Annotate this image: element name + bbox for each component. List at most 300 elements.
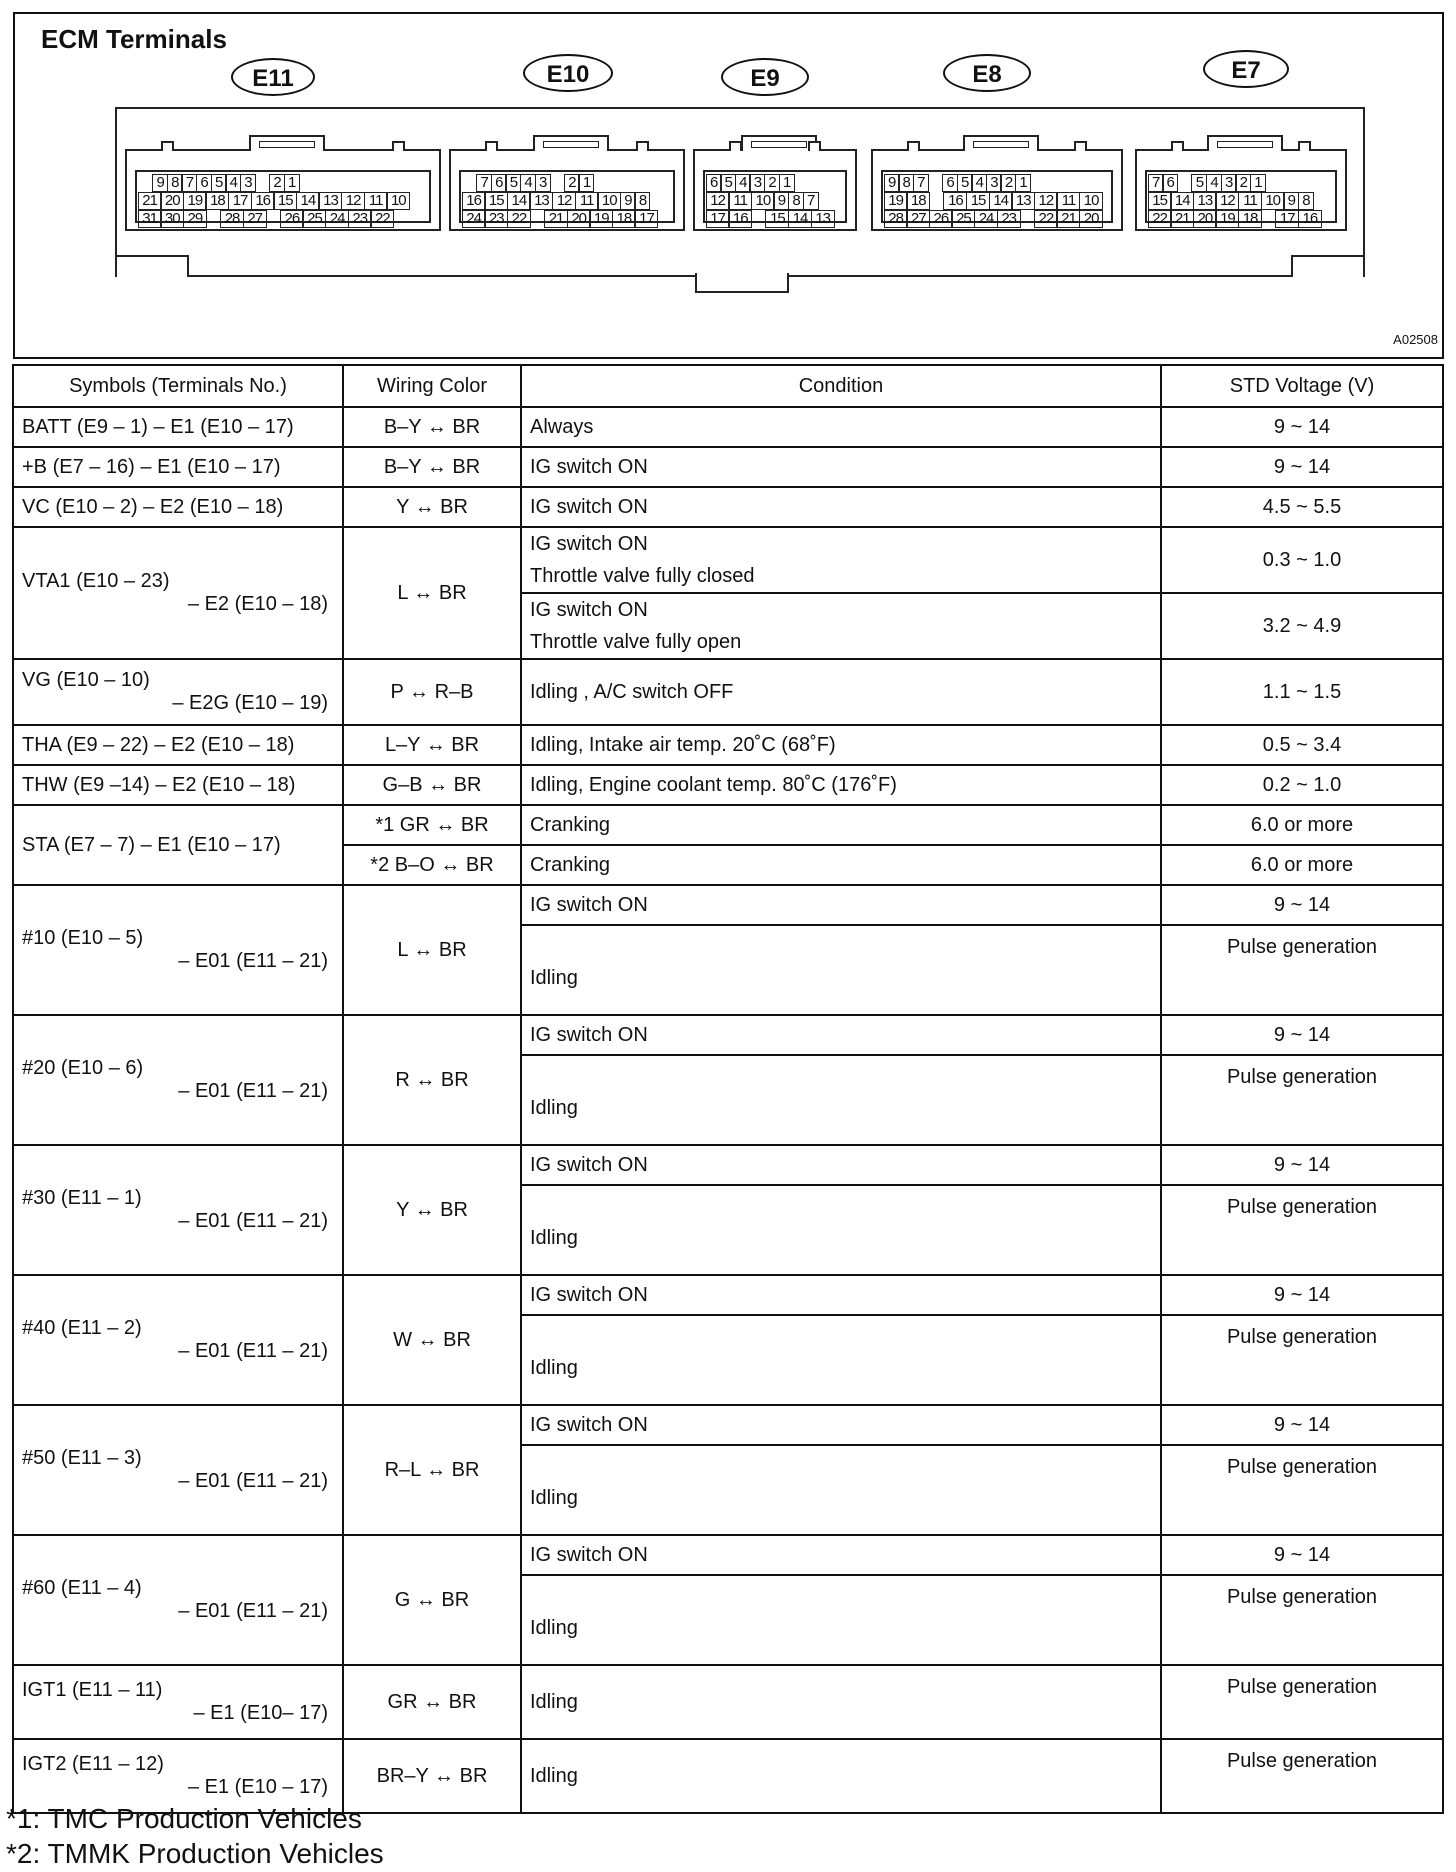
pin-e8-9: 9 — [884, 174, 900, 192]
pin-e11-27: 27 — [243, 210, 267, 228]
pin-e9-2: 2 — [764, 174, 780, 192]
condition-cell: Idling — [521, 1055, 1161, 1145]
voltage-cell: 0.3 ~ 1.0 — [1161, 527, 1443, 593]
voltage-cell: 6.0 or more — [1161, 805, 1443, 845]
pin-e10-23: 23 — [484, 210, 508, 228]
pin-row — [885, 192, 1103, 210]
symbol-line-2: – E2G (E10 – 19) — [172, 692, 328, 714]
pin-e11-7: 7 — [181, 174, 197, 192]
connector-ear — [729, 141, 742, 151]
table-row — [13, 765, 1443, 805]
pin-e7-19: 19 — [1215, 210, 1239, 228]
connector-frame — [449, 149, 685, 231]
pin-e11-1: 1 — [284, 174, 300, 192]
pin-e11-31: 31 — [138, 210, 162, 228]
voltage-cell: 9 ~ 14 — [1161, 885, 1443, 925]
table-row — [13, 407, 1443, 447]
pin-e10-1: 1 — [578, 174, 594, 192]
pin-e7-9: 9 — [1283, 192, 1299, 210]
wiring-cell: *1 GR ↔ BR — [343, 805, 521, 845]
pin-e10-17: 17 — [634, 210, 658, 228]
table-row — [13, 1015, 1443, 1055]
connector-key — [1207, 135, 1283, 151]
voltage-cell: Pulse generation — [1161, 1575, 1443, 1665]
wiring-cell: *2 B–O ↔ BR — [343, 845, 521, 885]
condition-cell: Always — [521, 407, 1161, 447]
pin-empty — [205, 210, 221, 228]
wiring-cell: L ↔ BR — [343, 885, 521, 1015]
pin-e7-8: 8 — [1298, 192, 1314, 210]
pin-e11-12: 12 — [341, 192, 365, 210]
pin-e9-9: 9 — [773, 192, 789, 210]
table-row — [13, 1405, 1443, 1445]
pin-e7-20: 20 — [1193, 210, 1217, 228]
pin-row — [1149, 174, 1266, 192]
housing-lock-bump — [695, 273, 789, 293]
pin-e10-14: 14 — [507, 192, 531, 210]
pin-e7-5: 5 — [1191, 174, 1207, 192]
pin-row — [1149, 192, 1314, 210]
pin-e8-13: 13 — [1011, 192, 1035, 210]
pin-e10-21: 21 — [544, 210, 568, 228]
pin-e10-8: 8 — [634, 192, 650, 210]
symbol-cell: BATT (E9 – 1) – E1 (E10 – 17) — [13, 407, 343, 447]
connector-ear — [161, 141, 174, 151]
pin-e7-17: 17 — [1275, 210, 1299, 228]
pin-empty — [462, 174, 478, 192]
table-row — [13, 487, 1443, 527]
connector-pin-block — [703, 170, 847, 227]
pin-empty — [1261, 210, 1277, 228]
connector-pin-block — [1145, 170, 1337, 227]
pin-e10-11: 11 — [575, 192, 599, 210]
condition-cell: IG switch ON — [521, 1535, 1161, 1575]
pin-e11-23: 23 — [348, 210, 372, 228]
pin-e9-14: 14 — [788, 210, 812, 228]
pin-e10-19: 19 — [589, 210, 613, 228]
table-row — [13, 1665, 1443, 1739]
symbol-line-1: IGT1 (E11 – 11) — [22, 1679, 163, 1701]
symbol-line-1: VTA1 (E10 – 23) — [22, 570, 170, 592]
housing-tab-right — [1291, 255, 1365, 277]
pin-e11-9: 9 — [152, 174, 168, 192]
pin-e8-5: 5 — [957, 174, 973, 192]
pin-e8-12: 12 — [1034, 192, 1058, 210]
footnote-1: *1: TMC Production Vehicles — [6, 1803, 362, 1834]
pin-e7-6: 6 — [1162, 174, 1178, 192]
symbol-line-2: – E1 (E10– 17) — [193, 1702, 328, 1724]
symbol-line-2: – E01 (E11 – 21) — [178, 1470, 328, 1492]
wiring-cell: GR ↔ BR — [343, 1665, 521, 1739]
pin-e7-15: 15 — [1148, 192, 1172, 210]
symbol-cell: THW (E9 –14) – E2 (E10 – 18) — [13, 765, 343, 805]
pin-e11-3: 3 — [240, 174, 256, 192]
pin-e10-12: 12 — [552, 192, 576, 210]
pin-row — [463, 174, 594, 192]
symbol-line-2: – E01 (E11 – 21) — [178, 1600, 328, 1622]
wiring-cell: R ↔ BR — [343, 1015, 521, 1145]
terminal-spec-table — [12, 364, 1444, 1814]
pin-e8-14: 14 — [989, 192, 1013, 210]
symbol-cell — [13, 1405, 343, 1535]
pin-e11-19: 19 — [183, 192, 207, 210]
pin-e8-1: 1 — [1015, 174, 1031, 192]
condition-cell: Idling, Engine coolant temp. 80˚C (176˚F) — [521, 765, 1161, 805]
voltage-cell: 9 ~ 14 — [1161, 1145, 1443, 1185]
pin-e9-6: 6 — [706, 174, 722, 192]
pin-empty — [1177, 174, 1193, 192]
symbol-cell: THA (E9 – 22) – E2 (E10 – 18) — [13, 725, 343, 765]
symbol-cell — [13, 1665, 343, 1739]
pin-e11-11: 11 — [364, 192, 388, 210]
pin-row — [463, 192, 650, 210]
table-row — [13, 1275, 1443, 1315]
connector-ear — [808, 141, 821, 151]
pin-e10-20: 20 — [567, 210, 591, 228]
connector-pin-block — [881, 170, 1113, 227]
connector-label-e9: E9 — [721, 58, 809, 96]
pin-e7-22: 22 — [1148, 210, 1172, 228]
pin-row — [139, 174, 314, 192]
connector-pin-block — [459, 170, 675, 227]
condition-cell: IG switch ON — [521, 1275, 1161, 1315]
pin-e9-4: 4 — [735, 174, 751, 192]
voltage-cell: 9 ~ 14 — [1161, 1405, 1443, 1445]
voltage-cell: Pulse generation — [1161, 1739, 1443, 1813]
pin-e7-2: 2 — [1235, 174, 1251, 192]
condition-line-2: Throttle valve fully closed — [530, 565, 755, 587]
condition-cell: Idling , A/C switch OFF — [521, 659, 1161, 725]
pin-e11-24: 24 — [325, 210, 349, 228]
symbol-line-1: #30 (E11 – 1) — [22, 1187, 142, 1209]
pin-e9-17: 17 — [706, 210, 730, 228]
pin-e7-4: 4 — [1206, 174, 1222, 192]
wiring-cell: B–Y ↔ BR — [343, 447, 521, 487]
pin-empty — [751, 210, 767, 228]
condition-cell: Idling — [521, 1445, 1161, 1535]
pin-e11-18: 18 — [205, 192, 229, 210]
pin-e10-4: 4 — [520, 174, 536, 192]
connector-key — [741, 135, 817, 151]
pin-e8-25: 25 — [951, 210, 975, 228]
header-wiring-color: Wiring Color — [343, 365, 521, 407]
pin-e11-30: 30 — [160, 210, 184, 228]
connector-label-e11: E11 — [231, 58, 315, 96]
voltage-cell: 0.2 ~ 1.0 — [1161, 765, 1443, 805]
condition-cell: IG switch ON — [521, 1405, 1161, 1445]
table-row — [13, 885, 1443, 925]
pin-e8-22: 22 — [1034, 210, 1058, 228]
pin-empty — [1019, 210, 1035, 228]
pin-row — [885, 210, 1103, 228]
pin-e11-8: 8 — [167, 174, 183, 192]
symbol-cell — [13, 1275, 343, 1405]
connector-frame — [871, 149, 1123, 231]
pin-e8-2: 2 — [1000, 174, 1016, 192]
condition-cell — [521, 527, 1161, 593]
pin-e10-7: 7 — [476, 174, 492, 192]
pin-e10-24: 24 — [462, 210, 486, 228]
pin-e7-10: 10 — [1261, 192, 1285, 210]
pin-e11-13: 13 — [318, 192, 342, 210]
housing-tab-left — [115, 255, 189, 277]
pin-e10-3: 3 — [535, 174, 551, 192]
connector-ear — [907, 141, 920, 151]
condition-line-1: IG switch ON — [530, 533, 648, 555]
symbol-line-2: – E01 (E11 – 21) — [178, 950, 328, 972]
pin-e11-25: 25 — [302, 210, 326, 228]
pin-e8-6: 6 — [942, 174, 958, 192]
pin-e11-21: 21 — [138, 192, 162, 210]
pin-empty — [927, 174, 943, 192]
pin-e9-11: 11 — [728, 192, 752, 210]
connector-frame — [693, 149, 857, 231]
table-row — [13, 1535, 1443, 1575]
voltage-cell: Pulse generation — [1161, 1665, 1443, 1739]
connector-pin-block — [135, 170, 431, 227]
voltage-cell: Pulse generation — [1161, 1315, 1443, 1405]
pin-row — [463, 210, 658, 228]
pin-e7-11: 11 — [1238, 192, 1262, 210]
voltage-cell: 9 ~ 14 — [1161, 1015, 1443, 1055]
table-row — [13, 447, 1443, 487]
voltage-cell: 9 ~ 14 — [1161, 407, 1443, 447]
pin-e8-16: 16 — [943, 192, 967, 210]
footnote-2: *2: TMMK Production Vehicles — [6, 1838, 384, 1869]
pin-e7-16: 16 — [1298, 210, 1322, 228]
voltage-cell: 9 ~ 14 — [1161, 1275, 1443, 1315]
voltage-cell: 0.5 ~ 3.4 — [1161, 725, 1443, 765]
condition-cell: IG switch ON — [521, 487, 1161, 527]
connector-label-e8: E8 — [943, 54, 1031, 92]
pin-e11-4: 4 — [225, 174, 241, 192]
table-row — [13, 725, 1443, 765]
condition-cell: Cranking — [521, 845, 1161, 885]
pin-e8-28: 28 — [884, 210, 908, 228]
pin-e7-12: 12 — [1215, 192, 1239, 210]
pin-e11-20: 20 — [160, 192, 184, 210]
pin-e11-16: 16 — [251, 192, 275, 210]
table-header-row — [13, 365, 1443, 407]
pin-e9-15: 15 — [765, 210, 789, 228]
pin-e11-14: 14 — [296, 192, 320, 210]
pin-e8-27: 27 — [906, 210, 930, 228]
pin-e7-7: 7 — [1148, 174, 1164, 192]
symbol-cell: STA (E7 – 7) – E1 (E10 – 17) — [13, 805, 343, 885]
pin-e8-4: 4 — [971, 174, 987, 192]
condition-cell: Idling — [521, 1185, 1161, 1275]
condition-cell: Idling — [521, 1665, 1161, 1739]
pin-e10-6: 6 — [491, 174, 507, 192]
pin-e11-2: 2 — [269, 174, 285, 192]
pin-e10-5: 5 — [505, 174, 521, 192]
symbol-cell — [13, 527, 343, 659]
pin-e11-29: 29 — [183, 210, 207, 228]
voltage-cell: 4.5 ~ 5.5 — [1161, 487, 1443, 527]
condition-cell: Idling — [521, 1315, 1161, 1405]
pin-e10-22: 22 — [507, 210, 531, 228]
pin-row — [139, 192, 410, 210]
symbol-line-2: – E01 (E11 – 21) — [178, 1340, 328, 1362]
connector-frame — [1135, 149, 1347, 231]
condition-cell: Idling, Intake air temp. 20˚C (68˚F) — [521, 725, 1161, 765]
pin-e8-8: 8 — [898, 174, 914, 192]
pin-row — [885, 174, 1031, 192]
pin-e8-20: 20 — [1079, 210, 1103, 228]
condition-cell: Idling — [521, 1739, 1161, 1813]
pin-e8-23: 23 — [997, 210, 1021, 228]
pin-e10-9: 9 — [620, 192, 636, 210]
condition-cell: IG switch ON — [521, 447, 1161, 487]
pin-empty — [298, 174, 314, 192]
wiring-cell: G ↔ BR — [343, 1535, 521, 1665]
pin-e7-13: 13 — [1193, 192, 1217, 210]
pin-e8-7: 7 — [913, 174, 929, 192]
voltage-cell: 3.2 ~ 4.9 — [1161, 593, 1443, 659]
pin-empty — [254, 174, 270, 192]
pin-e10-15: 15 — [484, 192, 508, 210]
connector-ear — [1171, 141, 1184, 151]
pin-e7-1: 1 — [1250, 174, 1266, 192]
pin-empty — [138, 174, 154, 192]
wiring-cell: G–B ↔ BR — [343, 765, 521, 805]
symbol-line-2: – E01 (E11 – 21) — [178, 1080, 328, 1102]
table-row — [13, 805, 1443, 845]
voltage-cell: 6.0 or more — [1161, 845, 1443, 885]
wiring-cell: B–Y ↔ BR — [343, 407, 521, 447]
condition-line-2: Throttle valve fully open — [530, 631, 742, 653]
symbol-line-2: – E2 (E10 – 18) — [187, 593, 328, 615]
condition-cell: Idling — [521, 1575, 1161, 1665]
voltage-cell: Pulse generation — [1161, 1055, 1443, 1145]
connector-ear — [636, 141, 649, 151]
connector-ear — [485, 141, 498, 151]
voltage-cell: 1.1 ~ 1.5 — [1161, 659, 1443, 725]
pin-e8-11: 11 — [1056, 192, 1080, 210]
pin-e8-3: 3 — [986, 174, 1002, 192]
pin-e11-10: 10 — [386, 192, 410, 210]
pin-e8-15: 15 — [966, 192, 990, 210]
symbol-cell — [13, 1015, 343, 1145]
pin-empty — [549, 174, 565, 192]
wiring-cell: R–L ↔ BR — [343, 1405, 521, 1535]
pin-e10-10: 10 — [597, 192, 621, 210]
symbol-line-1: #20 (E10 – 6) — [22, 1057, 144, 1079]
pin-e7-21: 21 — [1170, 210, 1194, 228]
symbol-cell — [13, 1145, 343, 1275]
diagram-code: A02508 — [1393, 332, 1438, 347]
wiring-cell: W ↔ BR — [343, 1275, 521, 1405]
pin-e11-5: 5 — [211, 174, 227, 192]
wiring-cell: BR–Y ↔ BR — [343, 1739, 521, 1813]
table-row — [13, 527, 1443, 593]
header-condition: Condition — [521, 365, 1161, 407]
symbol-cell — [13, 1535, 343, 1665]
condition-cell: IG switch ON — [521, 1145, 1161, 1185]
pin-row — [139, 210, 394, 228]
pin-e11-17: 17 — [228, 192, 252, 210]
symbol-line-2: – E01 (E11 – 21) — [178, 1210, 328, 1232]
voltage-cell: Pulse generation — [1161, 925, 1443, 1015]
table-row — [13, 659, 1443, 725]
pin-e9-8: 8 — [788, 192, 804, 210]
connector-ear — [1074, 141, 1087, 151]
pin-e10-2: 2 — [564, 174, 580, 192]
pin-e9-5: 5 — [720, 174, 736, 192]
pin-e8-21: 21 — [1056, 210, 1080, 228]
voltage-cell: 9 ~ 14 — [1161, 1535, 1443, 1575]
symbol-cell — [13, 885, 343, 1015]
pin-e7-18: 18 — [1238, 210, 1262, 228]
condition-cell: Cranking — [521, 805, 1161, 845]
pin-e9-13: 13 — [811, 210, 835, 228]
voltage-cell: Pulse generation — [1161, 1445, 1443, 1535]
connector-key — [533, 135, 609, 151]
connector-label-e10: E10 — [523, 54, 613, 92]
symbol-line-1: IGT2 (E11 – 12) — [22, 1753, 164, 1775]
symbol-cell — [13, 659, 343, 725]
pin-e11-28: 28 — [220, 210, 244, 228]
pin-e8-19: 19 — [884, 192, 908, 210]
condition-cell: Idling — [521, 925, 1161, 1015]
table-row — [13, 1145, 1443, 1185]
connector-key — [963, 135, 1039, 151]
pin-row — [707, 174, 795, 192]
pin-e9-16: 16 — [728, 210, 752, 228]
header-symbols: Symbols (Terminals No.) — [13, 365, 343, 407]
wiring-cell: Y ↔ BR — [343, 1145, 521, 1275]
connector-label-e7: E7 — [1203, 50, 1289, 88]
symbol-cell: +B (E7 – 16) – E1 (E10 – 17) — [13, 447, 343, 487]
wiring-cell: L–Y ↔ BR — [343, 725, 521, 765]
ecm-terminal-diagram — [13, 12, 1444, 359]
pin-e9-12: 12 — [706, 192, 730, 210]
pin-e7-3: 3 — [1221, 174, 1237, 192]
symbol-cell: VC (E10 – 2) – E2 (E10 – 18) — [13, 487, 343, 527]
table-row — [13, 1739, 1443, 1813]
symbol-line-2: – E1 (E10 – 17) — [187, 1776, 328, 1798]
connector-key — [249, 135, 325, 151]
pin-empty — [529, 210, 545, 228]
symbol-cell — [13, 1739, 343, 1813]
pin-empty — [929, 192, 945, 210]
condition-cell — [521, 593, 1161, 659]
pin-e10-18: 18 — [612, 210, 636, 228]
pin-row — [707, 192, 819, 210]
pin-e9-7: 7 — [803, 192, 819, 210]
wiring-cell: L ↔ BR — [343, 527, 521, 659]
symbol-line-1: VG (E10 – 10) — [22, 669, 150, 691]
diagram-title: ECM Terminals — [41, 24, 227, 54]
pin-empty — [265, 210, 281, 228]
symbol-line-1: #50 (E11 – 3) — [22, 1447, 142, 1469]
voltage-cell: Pulse generation — [1161, 1185, 1443, 1275]
pin-row — [707, 210, 835, 228]
pin-e11-26: 26 — [280, 210, 304, 228]
pin-e10-13: 13 — [529, 192, 553, 210]
pin-e10-16: 16 — [462, 192, 486, 210]
pin-e11-6: 6 — [196, 174, 212, 192]
connector-frame — [125, 149, 441, 231]
pin-row — [1149, 210, 1322, 228]
symbol-line-1: #40 (E11 – 2) — [22, 1317, 142, 1339]
wiring-cell: P ↔ R–B — [343, 659, 521, 725]
condition-line-1: IG switch ON — [530, 599, 648, 621]
pin-e9-3: 3 — [749, 174, 765, 192]
symbol-line-1: #10 (E10 – 5) — [22, 927, 144, 949]
pin-e11-22: 22 — [370, 210, 394, 228]
connector-ear — [392, 141, 405, 151]
